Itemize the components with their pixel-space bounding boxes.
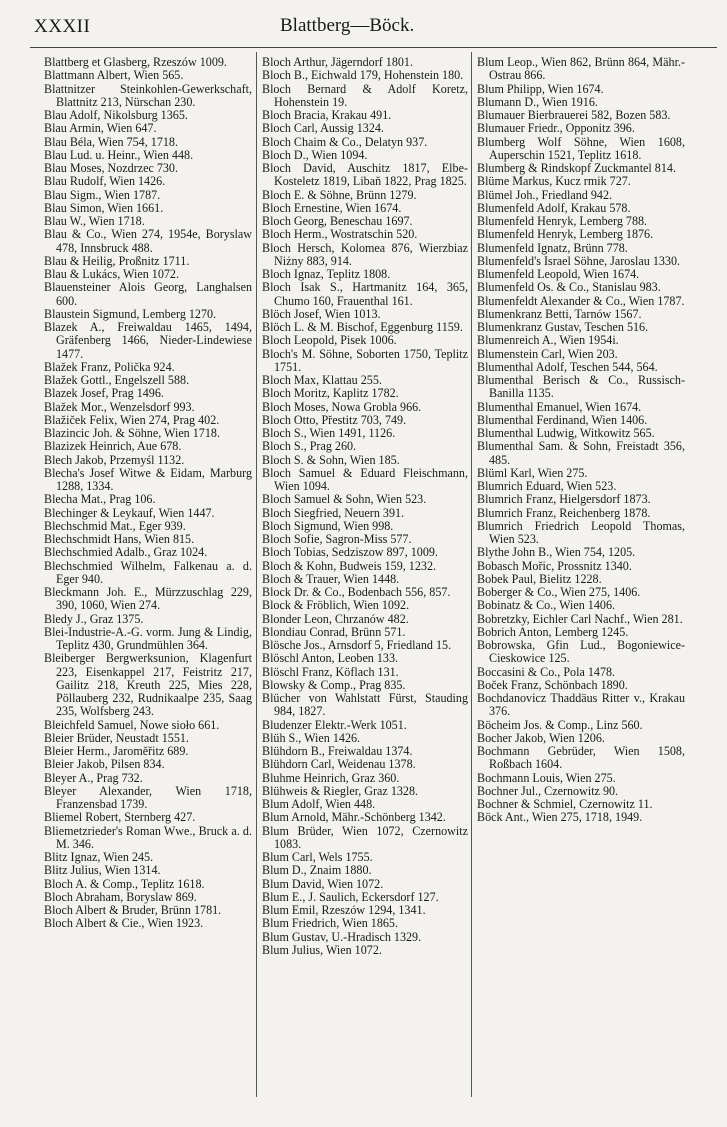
page-number: XXXII [34,16,91,37]
directory-entry: Blau Adolf, Nikolsburg 1365. [44,108,188,122]
directory-entry: Blumenkranz Gustav, Teschen 516. [477,320,649,334]
directory-entry: Bleiberger Bergwerksunion, Klagenfurt 223, Eisenkappel 217, Feistritz 217, Gailitz 218, Kreuth 225, Mies 228, Pöllauberg 232, Rudnikaalpe 235, Saag 235, Wolfsberg 243. [44,651,252,719]
directory-entry: Blau & Heilig, Proßnitz 1711. [44,253,190,268]
directory-entry: Blumrich Franz, Reichenberg 1878. [477,505,651,520]
directory-entry: Blau W., Wien 1718. [44,214,145,228]
directory-entry: Blattmann Albert, Wien 565. [44,68,184,83]
directory-entry: Blum Leop., Wien 862, Brünn 864, Mähr.-Ostrau 866. [477,55,685,83]
directory-entry: Blau & Co., Wien 274, 1954e, Boryslaw 478, Innsbruck 488. [44,227,252,255]
directory-entry: Boberger & Co., Wien 275, 1406. [477,585,641,599]
directory-entry: Blumrich Eduard, Wien 523. [477,479,617,493]
directory-entry: Bloch & Kohn, Budweis 159, 1232. [262,558,437,573]
directory-entry: Blumenkranz Betti, Tarnów 1567. [477,306,642,321]
directory-entry: Blazek A., Freiwaldau 1465, 1494, Gräfenberg 1466, Nieder-Lindewiese 1477. [44,320,252,361]
directory-entry: Blühdorn B., Freiwaldau 1374. [262,744,413,758]
header-rule [30,47,717,48]
directory-entry: Bloch Hersch, Kolomea 876, Wierzbiaz Niżny 883, 914. [262,240,468,268]
directory-entry: Blattnitzer Steinkohlen-Gewerkschaft, Blattnitz 213, Nürschan 230. [44,81,252,109]
directory-entry: Bleckmann Joh. E., Mürzzuschlag 229, 390, 1060, Wien 274. [44,585,252,613]
directory-entry: Bleyer A., Prag 732. [44,770,143,785]
directory-entry: Blühweis & Riegler, Graz 1328. [262,783,419,798]
column-divider [256,52,257,1097]
directory-entry: Bledy J., Graz 1375. [44,611,144,626]
directory-entry: Bloch's M. Söhne, Soborten 1750, Teplitz 1751. [262,346,468,374]
directory-entry: Bloch A. & Comp., Teplitz 1618. [44,876,205,891]
directory-entry: Bluhme Heinrich, Graz 360. [262,770,400,785]
directory-entry: Blumenthal Adolf, Teschen 544, 564. [477,359,658,374]
directory-entry: Blum Arnold, Mähr.-Schönberg 1342. [262,810,446,825]
directory-entry: Bobrowska, Gfin Lud., Bogoniewice-Cieskowice 125. [477,638,685,666]
directory-entry: Blumberg Wolf Söhne, Wien 1608, Auperschin 1521, Teplitz 1618. [477,134,685,162]
directory-entry: Bobek Paul, Bielitz 1228. [477,571,602,586]
directory-entry: Bloch Bernard & Adolf Koretz, Hohenstein 19. [262,81,468,109]
directory-entry: Blüme Markus, Kucz rmik 727. [477,174,631,189]
directory-entry: Blaustein Sigmund, Lemberg 1270. [44,306,217,321]
directory-entry: Blumann D., Wien 1916. [477,94,598,109]
directory-entry: Blitz Julius, Wien 1314. [44,863,161,878]
directory-entry: Bloch & Trauer, Wien 1448. [262,571,400,586]
directory-column-3 [477,56,685,825]
directory-entry: Blum Brüder, Wien 1072, Czernowitz 1083. [262,823,468,851]
directory-entry: Blumenthal Sam. & Sohn, Freistadt 356, 485. [477,439,685,467]
directory-entry: Bloch Ignaz, Teplitz 1808. [262,267,391,281]
directory-entry: Block Dr. & Co., Bodenbach 556, 857. [262,585,451,599]
directory-entry: Blumenfeldt Alexander & Co., Wien 1787. [477,293,685,308]
directory-entry: Blum Emil, Rzeszów 1294, 1341. [262,903,426,917]
directory-entry: Blechschmied Wilhelm, Falkenau a. d. Eger 940. [44,558,252,586]
directory-entry: Blühdorn Carl, Weidenau 1378. [262,757,416,772]
directory-entry: Bleier Brüder, Neustadt 1551. [44,730,189,745]
directory-entry: Blücher von Wahlstatt Fürst, Stauding 984, 1827. [262,691,468,719]
column-divider [471,52,472,1097]
directory-entry: Blažek Franz, Polička 924. [44,359,175,374]
directory-entry: Blau Béla, Wien 754, 1718. [44,134,178,149]
directory-entry: Blau Rudolf, Wien 1426. [44,174,166,189]
directory-entry: Bloch Herm., Wostratschin 520. [262,227,418,242]
directory-entry: Blüml Karl, Wien 275. [477,465,588,480]
directory-entry: Bocher Jakob, Wien 1206. [477,730,605,745]
directory-entry: Bobinatz & Co., Wien 1406. [477,598,616,613]
directory-entry: Bloch Chaim & Co., Delatyn 937. [262,134,428,149]
directory-entry: Böcheim Jos. & Comp., Linz 560. [477,717,643,732]
directory-entry: Blau Sigm., Wien 1787. [44,187,161,202]
directory-entry: Blum David, Wien 1072. [262,876,384,891]
directory-entry: Bloch Tobias, Sedziszow 897, 1009. [262,545,438,560]
directory-entry: Blumenfeld Henryk, Lemberg 1876. [477,227,654,242]
directory-entry: Boček Franz, Schönbach 1890. [477,677,628,692]
directory-entry: Blecha Mat., Prag 106. [44,492,156,507]
directory-entry: Boccasini & Co., Pola 1478. [477,664,616,679]
directory-entry: Blažiček Felix, Wien 274, Prag 402. [44,412,220,427]
directory-entry: Bloch Moritz, Kaplitz 1782. [262,386,399,401]
directory-entry: Blattberg et Glasberg, Rzeszów 1009. [44,55,227,69]
directory-entry: Blažek Gottl., Engelszell 588. [44,373,190,387]
directory-entry: Blauensteiner Alois Georg, Langhalsen 600. [44,280,252,308]
directory-entry: Bloch Leopold, Pisek 1006. [262,333,397,348]
directory-entry: Blum Friedrich, Wien 1865. [262,916,399,931]
directory-entry: Bloch Isak S., Hartmanitz 164, 365, Chumo 160, Frauenthal 161. [262,280,468,308]
directory-entry: Bloch Sigmund, Wien 998. [262,518,394,533]
directory-entry: Blumrich Friedrich Leopold Thomas, Wien 523. [477,518,685,546]
directory-entry: Bloch Abraham, Boryslaw 869. [44,889,197,904]
directory-entry: Bochmann Louis, Wien 275. [477,770,616,785]
page-title: Blattberg—Böck. [280,15,415,36]
directory-entry: Bobrich Anton, Lemberg 1245. [477,624,629,639]
directory-entry: Blau & Lukács, Wien 1072. [44,267,179,281]
directory-entry: Blöch L. & M. Bischof, Eggenburg 1159. [262,320,463,334]
directory-entry: Blumenfeld Ignatz, Brünn 778. [477,240,628,255]
page-header [0,0,727,48]
directory-entry: Blau Lud. u. Heinr., Wien 448. [44,147,194,162]
directory-entry: Blum E., J. Saulich, Eckersdorf 127. [262,889,439,904]
directory-entry: Blitz Ignaz, Wien 245. [44,850,154,864]
directory-entry: Blöschl Franz, Köflach 131. [262,664,399,679]
directory-entry: Bloch Ernestine, Wien 1674. [262,200,402,215]
directory-entry: Bloch Max, Klattau 255. [262,373,382,387]
directory-entry: Blechinger & Leykauf, Wien 1447. [44,505,215,520]
directory-entry: Bloch E. & Söhne, Brünn 1279. [262,187,417,202]
directory-entry: Blümel Joh., Friedland 942. [477,187,613,202]
directory-entry: Blumenreich A., Wien 1954i. [477,333,619,348]
directory-entry: Bludenzer Elektr.-Werk 1051. [262,717,407,732]
directory-entry: Blüh S., Wien 1426. [262,730,361,745]
directory-entry: Bloch Samuel & Eduard Fleischmann, Wien 1094. [262,465,468,493]
directory-entry: Blumauer Bierbrauerei 582, Bozen 583. [477,108,671,122]
directory-entry: Bloch Siegfried, Neuern 391. [262,505,405,520]
directory-entry: Blau Moses, Nozdrzec 730. [44,161,179,175]
directory-entry: Blum Philipp, Wien 1674. [477,81,604,96]
directory-entry: Blumenfeld Leopold, Wien 1674. [477,267,640,281]
directory-entry: Blažek Mor., Wenzelsdorf 993. [44,399,195,414]
directory-entry: Bloch S., Prag 260. [262,439,357,454]
directory-entry: Blazizek Heinrich, Aue 678. [44,439,182,454]
directory-entry: Bloch D., Wien 1094. [262,147,368,162]
directory-entry: Bloch Georg, Beneschau 1697. [262,214,413,228]
directory-entry: Blumenfeld Henryk, Lemberg 788. [477,214,648,228]
directory-entry: Blau Simon, Wien 1661. [44,200,164,215]
directory-entry: Blumauer Friedr., Opponitz 396. [477,121,635,136]
directory-entry: Blazek Josef, Prag 1496. [44,386,164,401]
directory-entry: Blumenthal Ferdinand, Wien 1406. [477,412,648,427]
directory-entry: Bloch S. & Sohn, Wien 185. [262,452,400,467]
directory-entry: Blowsky & Comp., Prag 835. [262,677,406,692]
directory-entry: Blythe John B., Wien 754, 1205. [477,545,636,560]
directory-entry: Bochdanovicz Thaddäus Ritter v., Krakau 376. [477,691,685,719]
directory-entry: Bobretzky, Eichler Carl Nachf., Wien 281. [477,611,683,626]
directory-entry: Blum Adolf, Wien 448. [262,797,376,811]
directory-entry: Blechschmidt Hans, Wien 815. [44,532,195,546]
directory-entry: Blei-Industrie-A.-G. vorm. Jung & Lindig, Teplitz 430, Grundmühlen 364. [44,624,252,652]
directory-entry: Bliemel Robert, Sternberg 427. [44,810,196,825]
directory-entry: Blumenfeld Adolf, Krakau 578. [477,200,631,215]
directory-column-1 [44,56,252,931]
directory-entry: Bloch Arthur, Jägerndorf 1801. [262,55,413,69]
directory-entry: Blechschmid Mat., Eger 939. [44,518,186,533]
directory-entry: Blumenfeld Os. & Co., Stanislau 983. [477,280,661,295]
directory-entry: Blum Carl, Wels 1755. [262,850,373,864]
directory-entry: Blöschl Anton, Leoben 133. [262,651,399,666]
directory-entry: Bloch Albert & Bruder, Brünn 1781. [44,903,222,917]
directory-entry: Bochner & Schmiel, Czernowitz 11. [477,797,653,811]
directory-entry: Blumrich Franz, Hielgersdorf 1873. [477,492,651,507]
directory-entry: Blumenstein Carl, Wien 203. [477,346,618,361]
directory-entry: Blumenfeld's Israel Söhne, Jaroslau 1330. [477,253,681,268]
directory-entry: Block & Fröblich, Wien 1092. [262,598,410,613]
directory-entry: Blondiau Conrad, Brünn 571. [262,624,406,639]
directory-entry: Bloch Samuel & Sohn, Wien 523. [262,492,427,507]
directory-entry: Blösche Jos., Arnsdorf 5, Friedland 15. [262,638,452,652]
directory-entry: Bliemetzrieder's Roman Wwe., Bruck a. d. M. 346. [44,823,252,851]
directory-entry: Bloch Otto, Přestitz 703, 749. [262,412,407,427]
directory-entry: Bloch Moses, Nowa Grobla 966. [262,399,422,414]
directory-entry: Bloch Albert & Cie., Wien 1923. [44,916,204,931]
directory-entry: Bloch Bracia, Krakau 491. [262,108,392,122]
directory-entry: Blech Jakob, Przemyśl 1132. [44,452,185,467]
directory-entry: Bleichfeld Samuel, Nowe sioło 661. [44,717,220,732]
directory-entry: Bochner Jul., Czernowitz 90. [477,783,619,798]
directory-entry: Bloch S., Wien 1491, 1126. [262,426,396,440]
directory-entry: Blumenthal Ludwig, Witkowitz 565. [477,426,655,440]
directory-entry: Bloch Carl, Aussig 1324. [262,121,384,136]
directory-entry: Bleier Herm., Jaroměřitz 689. [44,744,189,758]
directory-entry: Blum Gustav, U.-Hradisch 1329. [262,929,422,944]
directory-entry: Bloch Sofie, Sagron-Miss 577. [262,532,412,546]
directory-entry: Blumberg & Rindskopf Zuckmantel 814. [477,161,676,175]
directory-entry: Blechschmied Adalb., Graz 1024. [44,545,208,560]
directory-entry: Blöch Josef, Wien 1013. [262,306,381,321]
directory-entry: Blazincic Joh. & Söhne, Wien 1718. [44,426,220,440]
directory-entry: Blum D., Znaim 1880. [262,863,372,878]
directory-entry: Bleier Jakob, Pilsen 834. [44,757,165,772]
directory-entry: Bobasch Mořic, Prossnitz 1340. [477,558,632,573]
directory-entry: Blau Armin, Wien 647. [44,121,157,136]
directory-entry: Blumenthal Berisch & Co., Russisch-Banilla 1135. [477,373,685,401]
directory-entry: Böck Ant., Wien 275, 1718, 1949. [477,810,643,825]
directory-entry: Blonder Leon, Chrzanów 482. [262,611,409,626]
directory-entry: Bloch David, Auschitz 1817, Elbe-Kosteletz 1819, Libaň 1822, Prag 1825. [262,161,468,189]
directory-entry: Bloch B., Eichwald 179, Hohenstein 180. [262,68,464,83]
directory-column-2 [262,56,468,957]
directory-entry: Blecha's Josef Witwe & Eidam, Marburg 1288, 1334. [44,465,252,493]
directory-entry: Blumenthal Emanuel, Wien 1674. [477,399,642,414]
directory-entry: Blum Julius, Wien 1072. [262,942,382,957]
directory-entry: Bochmann Gebrüder, Wien 1508, Roßbach 1604. [477,744,685,772]
directory-entry: Bleyer Alexander, Wien 1718, Franzensbad 1739. [44,783,252,811]
